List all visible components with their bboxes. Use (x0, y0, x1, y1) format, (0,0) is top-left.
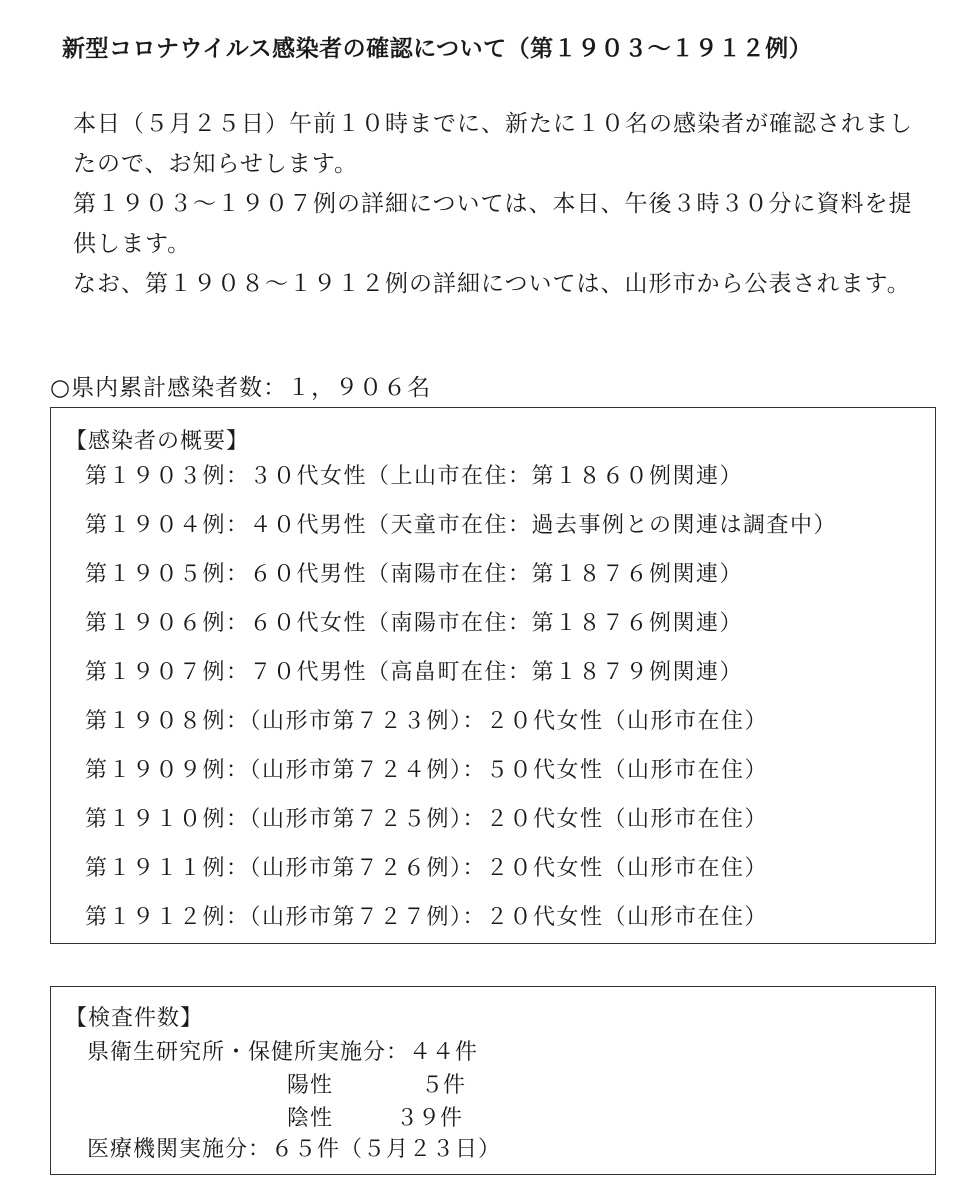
cases-summary-box (50, 407, 936, 944)
case-item: 第１９１１例：（山形市第７２６例）：２０代女性（山形市在住） (85, 856, 769, 881)
case-item: 第１９０８例：（山形市第７２３例）：２０代女性（山形市在住） (85, 709, 769, 734)
cumulative-cases: ○県内累計感染者数：１，９０６名 (50, 375, 432, 401)
case-item: 第１９０６例：６０代女性（南陽市在住：第１８７６例関連） (85, 611, 744, 636)
positive-label: 陽性 (287, 1073, 334, 1098)
case-item: 第１９０５例：６０代男性（南陽市在住：第１８７６例関連） (85, 562, 744, 587)
negative-value: ３９件 (396, 1106, 463, 1131)
case-item: 第１９０９例：（山形市第７２４例）：５０代女性（山形市在住） (85, 758, 769, 783)
paragraph-yamagata-city: なお、第１９０８～１９１２例の詳細については、山形市から公表されます。 (73, 271, 911, 297)
cases-heading: 【感染者の概要】 (65, 429, 250, 454)
paragraph-details-schedule: 第１９０３～１９０７例の詳細については、本日、午後３時３０分に資料を提供します。 (73, 191, 913, 257)
case-item: 第１９０３例：３０代女性（上山市在住：第１８６０例関連） (85, 464, 744, 489)
tests-heading: 【検査件数】 (65, 1006, 204, 1031)
lab-tests-line: 県衛生研究所・保健所実施分：４４件 (87, 1040, 479, 1065)
case-item: 第１９０７例：７０代男性（高畠町在住：第１８７９例関連） (85, 660, 744, 685)
medical-tests-line: 医療機関実施分：６５件（５月２３日） (87, 1137, 502, 1162)
case-item: 第１９０４例：４０代男性（天童市在住：過去事例との関連は調査中） (85, 513, 838, 538)
case-item: 第１９１２例：（山形市第７２７例）：２０代女性（山形市在住） (85, 905, 769, 930)
positive-value: ５件 (421, 1073, 466, 1098)
paragraph-announcement: 本日（５月２５日）午前１０時までに、新たに１０名の感染者が確認されましたので、お知らせします。 (73, 111, 913, 177)
document-title: 新型コロナウイルス感染者の確認について（第１９０３～１９１２例） (62, 36, 813, 62)
test-counts-box (50, 986, 936, 1175)
negative-label: 陰性 (287, 1106, 334, 1131)
case-item: 第１９１０例：（山形市第７２５例）：２０代女性（山形市在住） (85, 807, 769, 832)
